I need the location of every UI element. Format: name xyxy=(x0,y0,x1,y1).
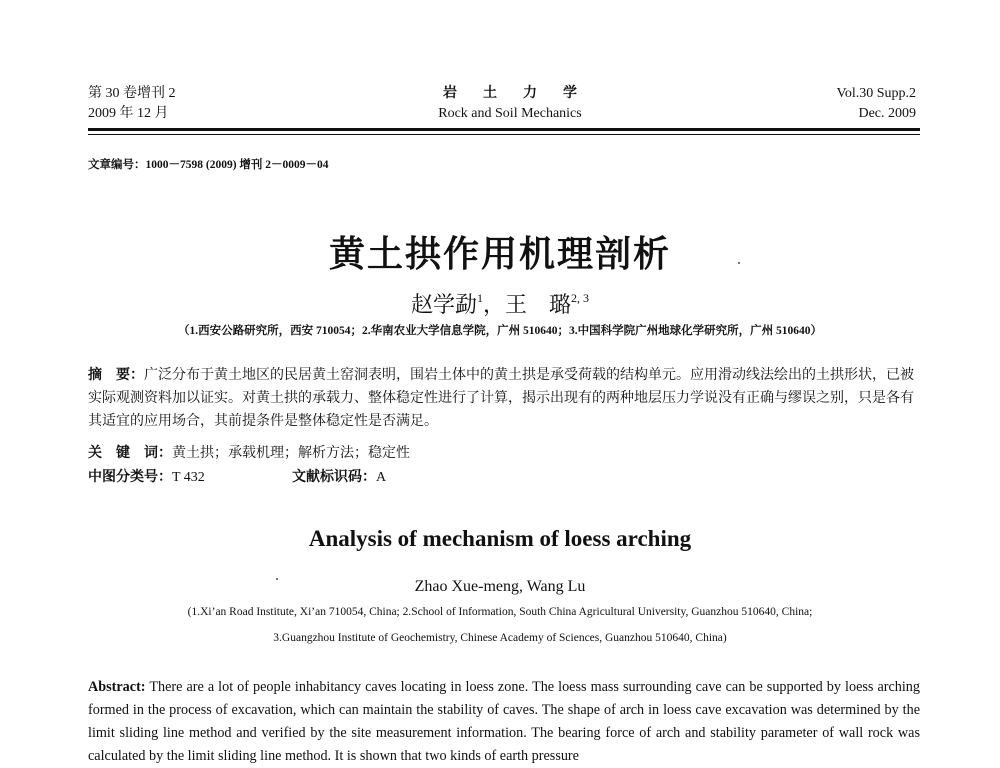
journal-name-block xyxy=(380,84,640,124)
keywords-cn-text: 黄土拱；承载机理；解析方法；稳定性 xyxy=(172,446,410,461)
journal-name-en: Rock and Soil Mechanics xyxy=(438,106,582,121)
journal-volume-en-block xyxy=(837,84,916,124)
classification-label: 中图分类号： xyxy=(88,470,172,485)
author-separator: ， xyxy=(482,292,505,317)
abstract-en xyxy=(88,676,920,768)
journal-volume-cn-block xyxy=(88,84,176,124)
abstract-cn-label: 摘 要： xyxy=(88,368,144,383)
affiliation-cn: （1.西安公路研究所，西安 710054；2.华南农业大学信息学院，广州 510640；3.中国科学院广州地球化学研究所，广州 510640） xyxy=(178,325,822,337)
date-cn: 2009 年 12 月 xyxy=(88,106,169,121)
affiliation-en-line-1: (1.Xi’an Road Institute, Xi’an 710054, China; 2.School of Information, South China Agricultural University, Guanzhou 510640, China; xyxy=(187,606,813,618)
title-en: Analysis of mechanism of loess arching xyxy=(308,526,692,551)
authors-cn xyxy=(0,288,1000,319)
header-rule-thin xyxy=(88,134,920,135)
document-code-value: A xyxy=(376,470,387,485)
keywords-cn xyxy=(88,442,410,462)
author-1-affil-sup: 1 xyxy=(476,291,483,305)
author-2-cn: 王 璐 xyxy=(505,292,572,317)
abstract-cn-text: 广泛分布于黄土地区的民居黄土窑洞表明，围岩土体中的黄土拱是承受荷载的结构单元。应用滑动线法绘出的土拱形状，已被实际观测资料加以证实。对黄土拱的承载力、整体稳定性进行了计算，揭示出现有的两种地层压力学说没有正确与缪误之别，只是各有其适宜的应用场合，其前提条件是整体稳定性是否满足。 xyxy=(88,368,914,429)
authors-en: Zhao Xue-meng, Wang Lu xyxy=(414,578,586,595)
header-rule-thick xyxy=(88,128,920,131)
volume-cn: 第 30 卷增刊 2 xyxy=(88,86,176,101)
keywords-cn-label: 关 键 词： xyxy=(88,446,172,461)
classification-line xyxy=(88,466,387,486)
scan-speck xyxy=(276,578,278,580)
author-2-affil-sup: 2, 3 xyxy=(571,291,590,305)
abstract-cn xyxy=(88,364,920,433)
abstract-en-label: Abstract: xyxy=(88,679,146,695)
article-number: 文章编号：1000－7598 (2009) 增刊 2－0009－04 xyxy=(88,159,329,171)
scan-speck xyxy=(738,262,740,264)
journal-name-cn: 岩土力学 xyxy=(443,86,603,101)
abstract-en-text: There are a lot of people inhabitancy caves locating in loess zone. The loess mass surrounding cave can be supported by loess arching formed in the process of excavation, which can maintain the stability of caves. The shape of arch in loess cave excavation was determined by the limit sliding line method and verified by the site measurement information. The bearing force of arch and stability parameter of wall rock was calculated by the limit sliding line method. It is shown that two kinds of earth pressure xyxy=(88,679,920,764)
title-cn: 黄土拱作用机理剖析 xyxy=(328,234,671,275)
author-1-cn: 赵学勐 xyxy=(410,292,477,317)
document-code-label: 文献标识码： xyxy=(292,470,376,485)
affiliation-en-line-2: 3.Guangzhou Institute of Geochemistry, Chinese Academy of Sciences, Guanzhou 510640, China) xyxy=(273,632,727,644)
document-code xyxy=(292,466,386,486)
date-en: Dec. 2009 xyxy=(858,106,916,121)
classification-value: T 432 xyxy=(172,470,205,485)
volume-en: Vol.30 Supp.2 xyxy=(836,86,916,101)
